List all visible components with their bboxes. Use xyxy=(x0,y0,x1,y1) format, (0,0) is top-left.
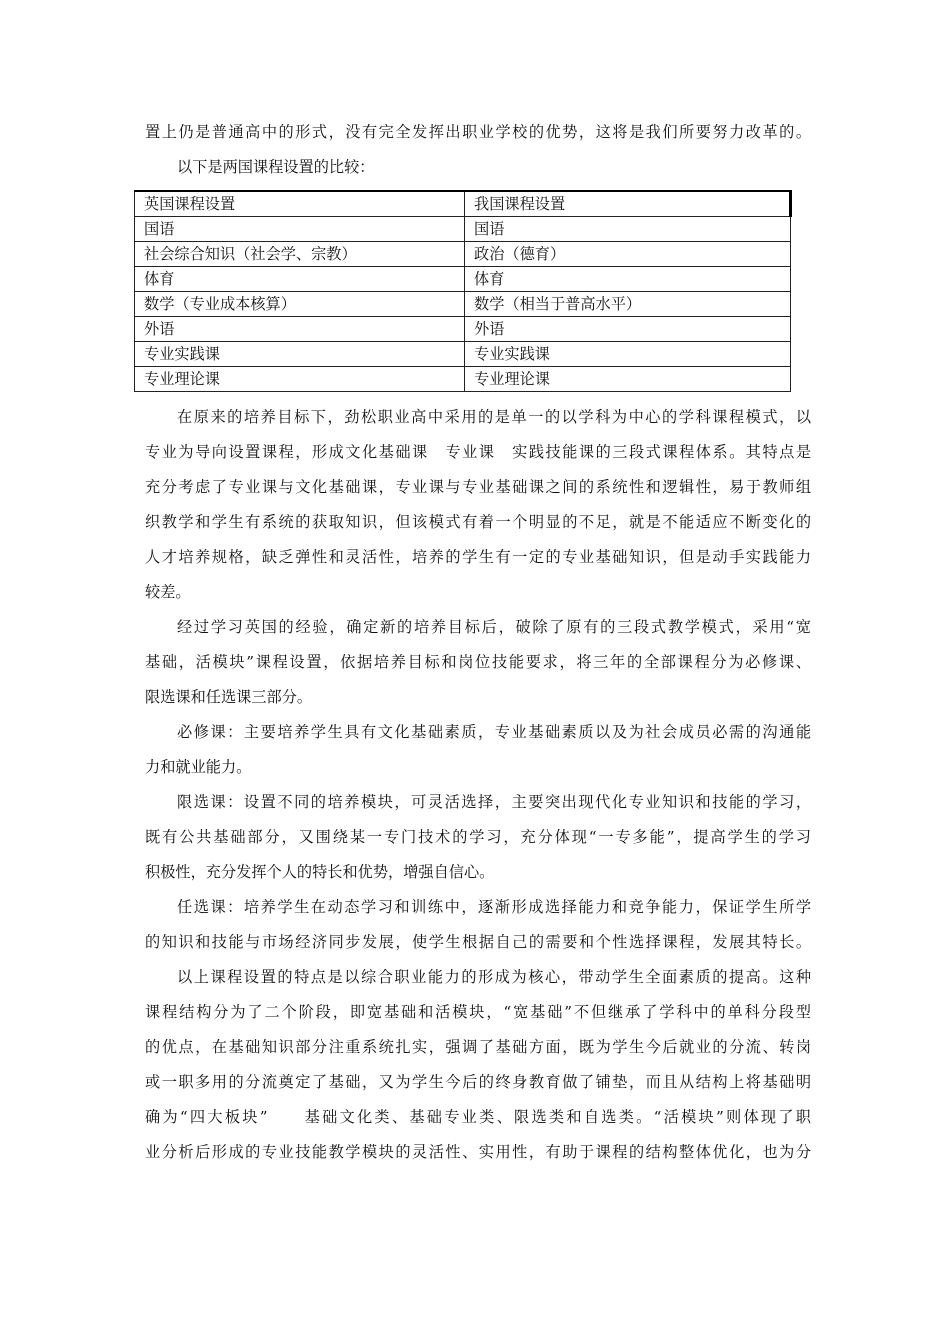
table-row xyxy=(135,342,791,367)
paragraph-line: 必修课：主要培养学生具有文化基础素质，专业基础素质以及为社会成员必需的沟通能 xyxy=(177,723,811,741)
table-cell: 专业实践课 xyxy=(465,342,791,367)
paragraph-line: 置上仍是普通高中的形式，没有完全发挥出职业学校的优势，这将是我们所要努力改革的。 xyxy=(145,123,811,141)
paragraph-line: 限选课：设置不同的培养模块，可灵活选择，主要突出现代化专业知识和技能的学习， xyxy=(177,793,811,811)
paragraph-line: 以下是两国课程设置的比较： xyxy=(177,158,375,176)
paragraph-line: 或一职多用的分流奠定了基础，又为学生今后的终身教育做了铺垫，而且从结构上将基础明 xyxy=(145,1073,811,1091)
paragraph-line: 的优点，在基础知识部分注重系统扎实，强调了基础方面，既为学生今后就业的分流、转岗 xyxy=(145,1038,811,1056)
paragraph-line: 的知识和技能与市场经济同步发展，使学生根据自己的需要和个性选择课程，发展其特长。 xyxy=(145,933,811,951)
intro-text xyxy=(145,115,811,185)
table-cell: 数学（专业成本核算） xyxy=(135,292,465,317)
table-cell: 专业理论课 xyxy=(135,367,465,392)
table-cell: 专业理论课 xyxy=(465,367,791,392)
table-header-cell: 我国课程设置 xyxy=(465,191,791,217)
paragraph-line: 较差。 xyxy=(145,583,191,601)
paragraph-line: 业分析后形成的专业技能教学模块的灵活性、实用性，有助于课程的结构整体优化，也为分 xyxy=(145,1143,811,1161)
paragraph-line: 基础，活模块”课程设置，依据培养目标和岗位技能要求，将三年的全部课程分为必修课、 xyxy=(145,653,811,671)
paragraph-line: 课程结构分为了二个阶段，即宽基础和活模块，“宽基础”不但继承了学科中的单科分段型 xyxy=(145,1003,811,1021)
table-cell: 外语 xyxy=(465,317,791,342)
table-cell: 外语 xyxy=(135,317,465,342)
table-row xyxy=(135,367,791,392)
table-row xyxy=(135,292,791,317)
paragraph-line: 限选课和任选课三部分。 xyxy=(145,688,313,706)
curriculum-comparison-table xyxy=(134,190,792,392)
table-cell: 政治（德育） xyxy=(465,242,791,267)
paragraph-line: 经过学习英国的经验，确定新的培养目标后，破除了原有的三段式教学模式，采用“宽 xyxy=(177,618,811,636)
table-header-row xyxy=(135,191,791,217)
table-cell: 国语 xyxy=(135,217,465,242)
table-row xyxy=(135,267,791,292)
table-cell: 专业实践课 xyxy=(135,342,465,367)
paragraph-line: 人才培养规格，缺乏弹性和灵活性，培养的学生有一定的专业基础知识，但是动手实践能力 xyxy=(145,548,811,566)
table-cell: 数学（相当于普高水平） xyxy=(465,292,791,317)
body-text xyxy=(145,400,811,1170)
table-cell: 体育 xyxy=(135,267,465,292)
paragraph-line: 既有公共基础部分，又围绕某一专门技术的学习，充分体现“一专多能”，提高学生的学习 xyxy=(145,828,811,846)
paragraph-line: 积极性，充分发挥个人的特长和优势，增强自信心。 xyxy=(145,863,495,881)
paragraph-line: 专业为导向设置课程，形成文化基础课 专业课 实践技能课的三段式课程体系。其特点是 xyxy=(145,443,811,461)
paragraph-line: 织教学和学生有系统的获取知识，但该模式有着一个明显的不足，就是不能适应不断变化的 xyxy=(145,513,811,531)
paragraph-line: 以上课程设置的特点是以综合职业能力的形成为核心，带动学生全面素质的提高。这种 xyxy=(177,968,811,986)
table-cell: 社会综合知识（社会学、宗教） xyxy=(135,242,465,267)
paragraph-line: 力和就业能力。 xyxy=(145,758,252,776)
table-cell: 体育 xyxy=(465,267,791,292)
table-header-cell: 英国课程设置 xyxy=(135,191,465,217)
paragraph-line: 在原来的培养目标下，劲松职业高中采用的是单一的以学科为中心的学科课程模式，以 xyxy=(177,408,811,426)
paragraph-line: 充分考虑了专业课与文化基础课，专业课与专业基础课之间的系统性和逻辑性，易于教师组 xyxy=(145,478,811,496)
table-row xyxy=(135,317,791,342)
paragraph-line: 任选课：培养学生在动态学习和训练中，逐渐形成选择能力和竞争能力，保证学生所学 xyxy=(177,898,811,916)
table-cell: 国语 xyxy=(465,217,791,242)
table-row xyxy=(135,242,791,267)
table-row xyxy=(135,217,791,242)
paragraph-line: 确为“四大板块” 基础文化类、基础专业类、限选类和自选类。“活模块”则体现了职 xyxy=(145,1108,811,1126)
